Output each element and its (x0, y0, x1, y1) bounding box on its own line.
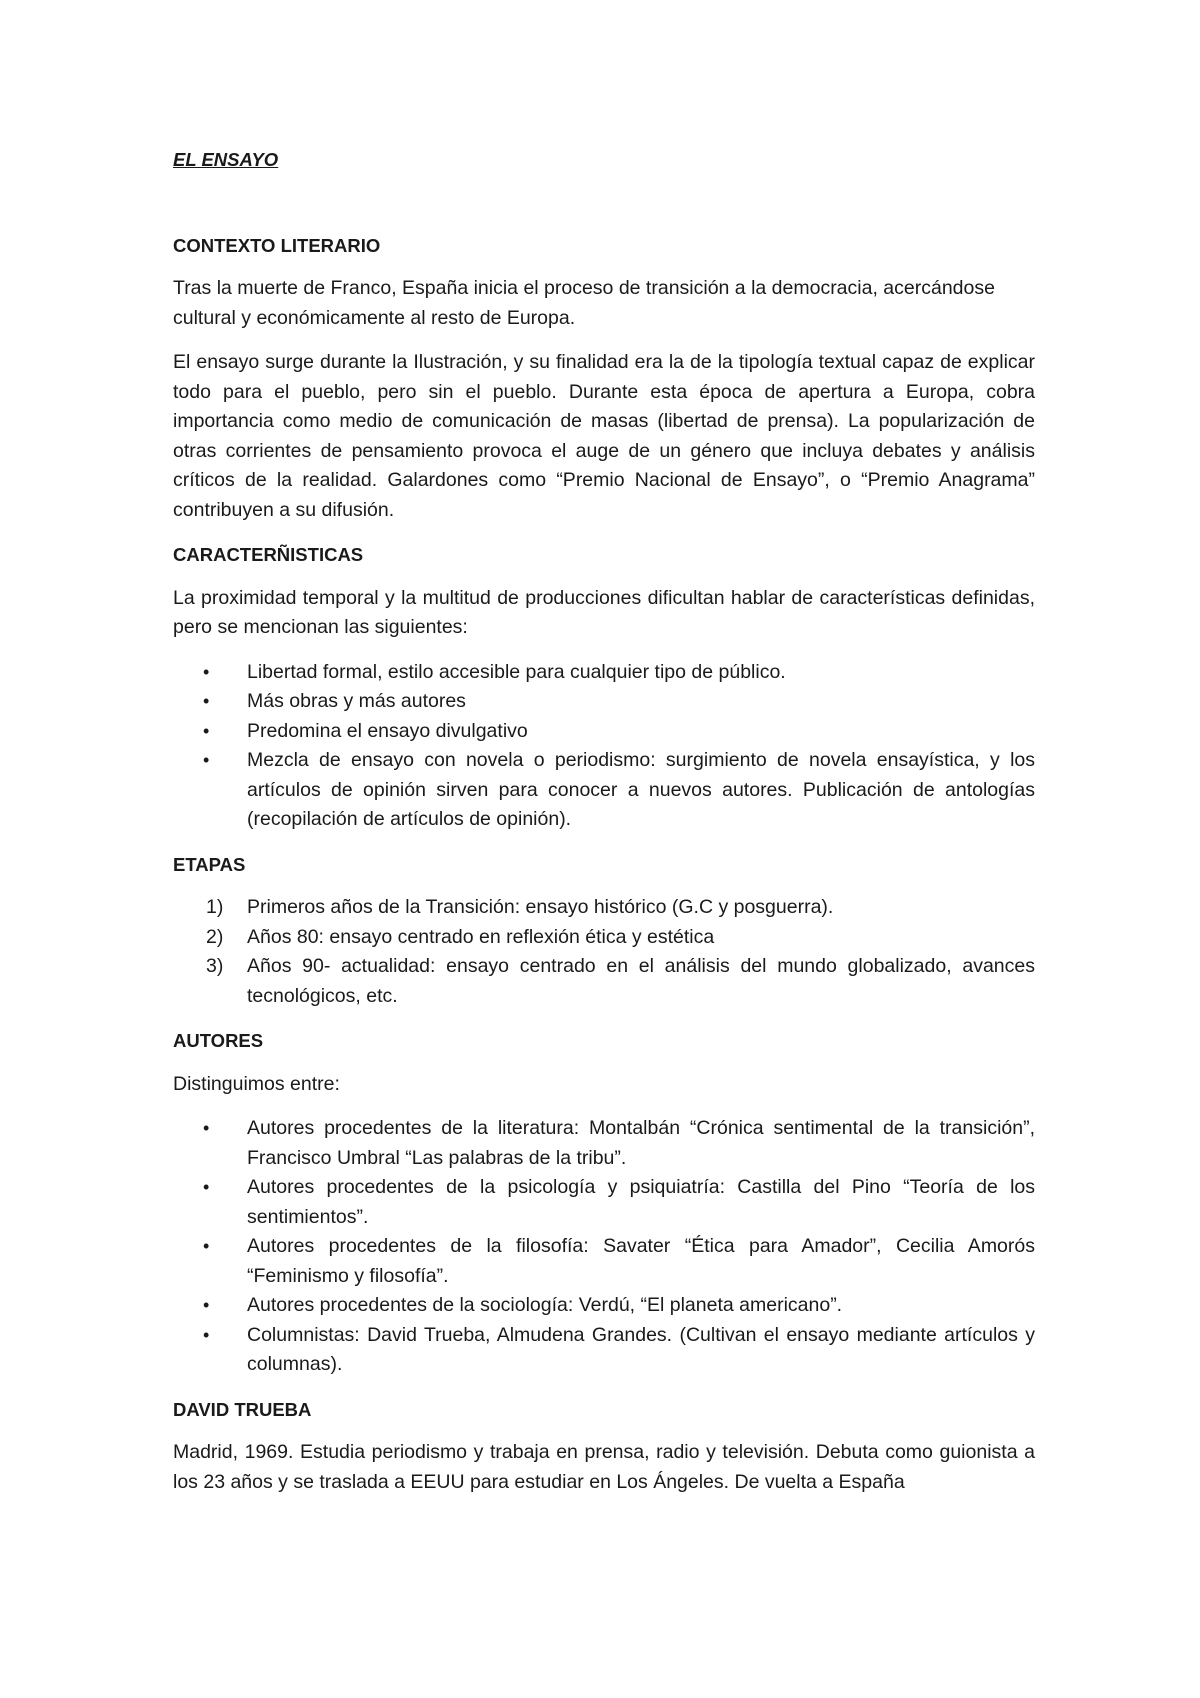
list-item-text: Autores procedentes de la literatura: Montalbán “Crónica sentimental de la transición”, Francisco Umbral “Las palabras de la tribu”. (247, 1117, 1035, 1169)
list-item (173, 1114, 1035, 1173)
paragraph-david-trueba: Madrid, 1969. Estudia periodismo y trabaja en prensa, radio y televisión. Debuta como guionista a los 23 años y se traslada a EEUU para estudiar en Los Ángeles. De vuelta a España (173, 1441, 1035, 1493)
list-item-text: Columnistas: David Trueba, Almudena Grandes. (Cultivan el ensayo mediante artículos y columnas). (247, 1323, 1035, 1375)
bullet-icon: • (203, 1324, 210, 1345)
heading-etapas: ETAPAS (173, 853, 246, 875)
list-item-text: Años 80: ensayo centrado en reflexión ética y estética (247, 925, 715, 948)
list-item (173, 1232, 1035, 1291)
list-item (173, 746, 1035, 835)
bullet-icon: • (203, 1295, 210, 1315)
list-etapas (173, 893, 1035, 1011)
bullet-icon: • (203, 1236, 210, 1256)
list-item-text: Autores procedentes de la psicología y psiquiatría: Castilla del Pino “Teoría de los sentimientos”. (247, 1176, 1035, 1228)
list-item (173, 717, 1035, 747)
paragraph-contexto-2: El ensayo surge durante la Ilustración, y su finalidad era la de la tipología textual capaz de explicar todo para el pueblo, pero sin el pueblo. Durante esta época de apertura a Europa, cobra importancia como medio de comunicación de masas (libertad de prensa). La popularización de otras corrientes de pensamiento provoca el auge de un género que incluya debates y análisis críticos de la realidad. Galardones como “Premio Nacional de Ensayo”, o “Premio Anagrama” contribuyen a su difusión. (173, 351, 1035, 521)
list-item (173, 952, 1035, 1011)
list-item (173, 1321, 1035, 1380)
bullet-icon: • (203, 720, 210, 741)
bullet-icon: • (203, 750, 210, 770)
list-item (173, 658, 1035, 688)
document-page (173, 145, 1035, 1512)
bullet-icon: • (203, 691, 210, 711)
list-item-text: Primeros años de la Transición: ensayo histórico (G.C y posguerra). (247, 896, 834, 918)
list-item (173, 1173, 1035, 1232)
list-item (173, 687, 1035, 717)
list-item-text: Predomina el ensayo divulgativo (247, 719, 528, 742)
paragraph-contexto-1: Tras la muerte de Franco, España inicia el proceso de transición a la democracia, acercándose cultural y económicamente al resto de Europa. (173, 277, 995, 329)
list-item-text: Más obras y más autores (247, 690, 466, 712)
bullet-icon: • (203, 1177, 210, 1197)
list-item (173, 893, 1035, 923)
heading-contexto-literario: CONTEXTO LITERARIO (173, 234, 381, 256)
bullet-icon: • (203, 1118, 210, 1138)
list-item-text: Mezcla de ensayo con novela o periodismo: surgimiento de novela ensayística, y los artículos de opinión sirven para conocer a nuevos autores. Publicación de antologías (recopilación de artículos de opinión). (247, 749, 1035, 830)
list-item-text: Libertad formal, estilo accesible para cualquier tipo de público. (247, 660, 786, 683)
list-item (173, 923, 1035, 953)
list-caracteristicas (173, 658, 1035, 835)
heading-david-trueba: DAVID TRUEBA (173, 1398, 312, 1420)
document-title: EL ENSAYO (173, 149, 279, 170)
list-number: 2) (206, 925, 224, 948)
list-item-text: Autores procedentes de la filosofía: Savater “Ética para Amador”, Cecilia Amorós “Feminismo y filosofía”. (247, 1235, 1035, 1287)
heading-autores: AUTORES (173, 1030, 264, 1051)
list-number: 1) (206, 896, 224, 918)
paragraph-caracteristicas-intro: La proximidad temporal y la multitud de producciones dificultan hablar de características definidas, pero se mencionan las siguientes: (173, 586, 1035, 638)
list-number: 3) (206, 955, 224, 977)
heading-caracteristicas: CARACTERÑISTICAS (173, 544, 364, 565)
bullet-icon: • (203, 661, 210, 682)
list-item (173, 1291, 1035, 1321)
list-item-text: Años 90- actualidad: ensayo centrado en el análisis del mundo globalizado, avances tecnológicos, etc. (247, 955, 1035, 1007)
list-autores (173, 1114, 1035, 1380)
paragraph-autores-intro: Distinguimos entre: (173, 1072, 340, 1095)
list-item-text: Autores procedentes de la sociología: Verdú, “El planeta americano”. (247, 1294, 843, 1316)
